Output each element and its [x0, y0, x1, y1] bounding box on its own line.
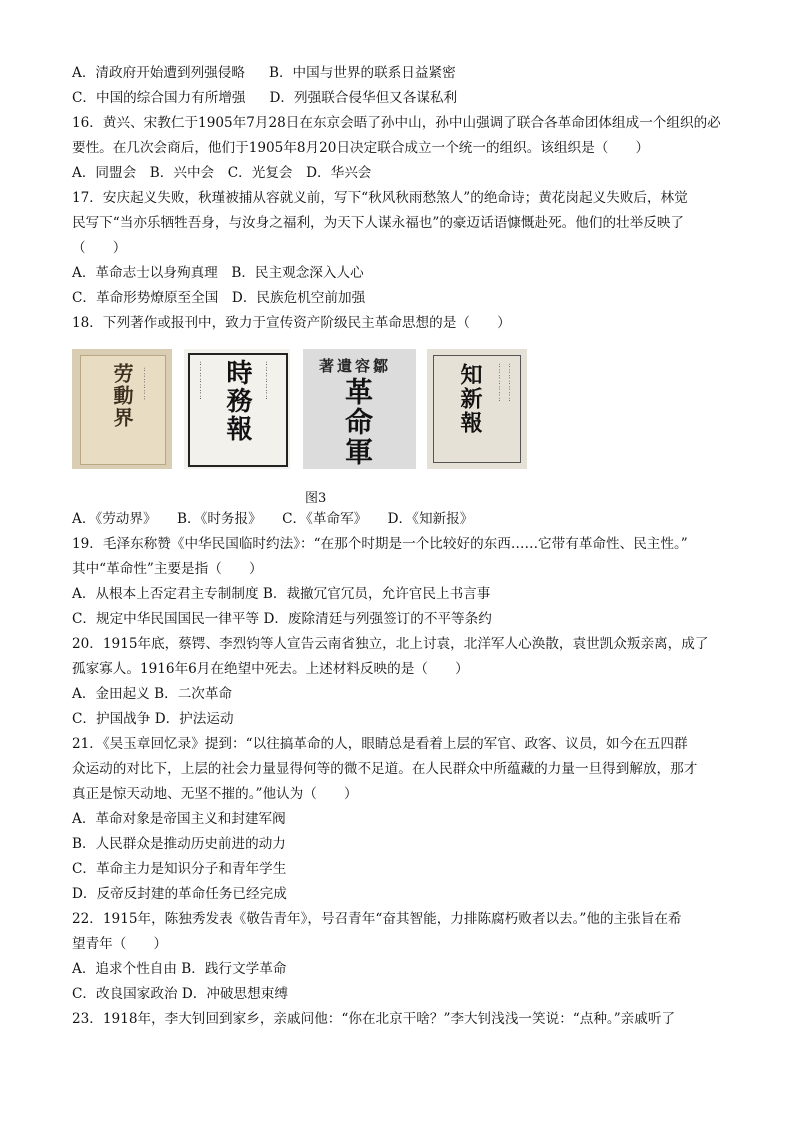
question-16-text: 要性。在几次会商后，他们于1905年8月20日决定联合成立一个统一的组织。该组织是（ ）: [72, 140, 650, 156]
question-19-options: C．规定中华民国国民一律平等 D．废除清廷与列强签订的不平等条约: [72, 611, 492, 627]
question-21-option: A．革命对象是帝国主义和封建军阀: [72, 811, 286, 827]
question-22-text: 望青年（ ）: [72, 936, 168, 952]
question-18-text: 18．下列著作或报刊中，致力于宣传资产阶级民主革命思想的是（ ）: [72, 315, 511, 331]
question-16-options: A．同盟会 B．兴中会 C．光复会 D．华兴会: [72, 165, 372, 181]
question-20-text: 20．1915年底，蔡锷、李烈钧等人宣告云南省独立，北上讨袁，北洋军人心涣散，袁世凯众叛亲离，成了: [72, 636, 709, 652]
figure-caption: 图3: [305, 491, 327, 506]
option-line: A．清政府开始遭到列强侵略 B．中国与世界的联系日益紧密: [72, 65, 456, 81]
question-18-options: A．《劳动界》 B．《时务报》 C．《革命军》 D．《知新报》: [72, 511, 474, 527]
question-21-text: 21．《吴玉章回忆录》提到：“以往搞革命的人，眼睛总是看着上层的军官、政客、议员，如今在五四群: [72, 736, 688, 752]
question-16-text: 16．黄兴、宋教仁于1905年7月28日在东京会晤了孙中山，孙中山强调了联合各革命团体组成一个组织的必: [72, 115, 721, 131]
question-17-text: （ ）: [72, 240, 127, 256]
question-21-option: B．人民群众是推动历史前进的动力: [72, 836, 286, 852]
question-19-text: 其中“革命性”主要是指（ ）: [72, 561, 263, 577]
question-22-options: A．追求个性自由 B．践行文学革命: [72, 961, 287, 977]
question-20-text: 孤家寡人。1916年6月在绝望中死去。上述材料反映的是（ ）: [72, 661, 469, 677]
question-23-text: 23．1918年，李大钊回到家乡，亲戚问他：“你在北京干啥？”李大钊浅浅一笑说：“点种。”亲戚听了: [72, 1011, 676, 1027]
question-21-text: 众运动的对比下，上层的社会力量显得何等的微不足道。在人民群众中所蕴藏的力量一旦得到解放，那才: [72, 761, 698, 777]
figure-laodongjie-cover: 劳動界 ‥‥‥‥‥‥: [72, 349, 172, 469]
figure-shiwubao-cover: 時務報 ‥‥‥‥‥‥‥ ‥‥‥‥‥‥‥: [184, 349, 290, 469]
question-17-options: C．革命形势燎原至全国 D．民族危机空前加强: [72, 290, 366, 306]
figure-gemingjun-cover: 著遺容鄒 革命軍: [303, 349, 416, 469]
question-21-option: D．反帝反封建的革命任务已经完成: [72, 886, 287, 902]
question-20-options: C．护国战争 D．护法运动: [72, 711, 234, 727]
question-21-text: 真正是惊天动地、无坚不摧的。”他认为（ ）: [72, 786, 358, 802]
question-19-options: A．从根本上否定君主专制制度 B．裁撤冗官冗员，允许官民上书言事: [72, 586, 491, 602]
question-22-text: 22．1915年，陈独秀发表《敬告青年》，号召青年“奋其智能，力排陈腐朽败者以去。”他的主张旨在希: [72, 911, 682, 927]
question-20-options: A．金田起义 B．二次革命: [72, 686, 233, 702]
question-21-option: C．革命主力是知识分子和青年学生: [72, 861, 287, 877]
question-17-text: 民写下“当亦乐牺牲吾身，与汝身之福利，为天下人谋永福也”的豪迈话语慷慨赴死。他们的壮举反映了: [72, 215, 685, 231]
figure-zhixinbao-cover: 知新報 ‥‥‥‥‥‥‥ ‥‥‥‥‥‥‥: [427, 349, 527, 469]
question-17-text: 17．安庆起义失败，秋瑾被捕从容就义前，写下“秋风秋雨愁煞人”的绝命诗；黄花岗起义失败后，林觉: [72, 190, 688, 206]
question-22-options: C．改良国家政治 D．冲破思想束缚: [72, 986, 288, 1002]
option-line: C．中国的综合国力有所增强 D．列强联合侵华但又各谋私利: [72, 90, 458, 106]
question-17-options: A．革命志士以身殉真理 B．民主观念深入人心: [72, 265, 364, 281]
question-19-text: 19．毛泽东称赞《中华民国临时约法》：“在那个时期是一个比较好的东西……它带有革命性、民主性。”: [72, 536, 688, 552]
